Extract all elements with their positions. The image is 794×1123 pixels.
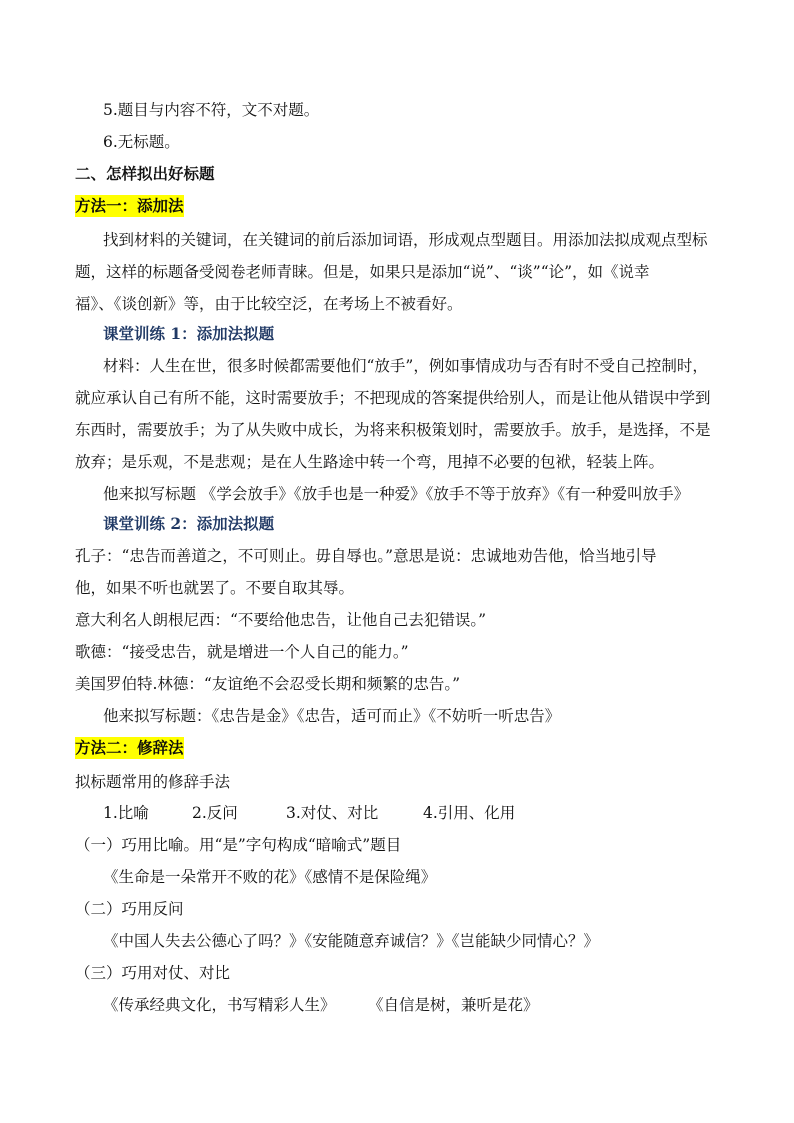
list-item-5: 5.题目与内容不符，文不对题。 [103,101,320,119]
paragraph-line: 题，这样的标题备受阅卷老师青睐。但是，如果只是添加“说”、“谈”“论”，如《说幸 [75,263,650,281]
subsection-heading: （二）巧用反问 [75,900,184,918]
paragraph-line: 放弃；是乐观，不是悲观；是在人生路途中转一个弯，甩掉不必要的包袱，轻装上阵。 [75,453,665,471]
title-examples: 《传承经典文化，书写精彩人生》 [103,996,336,1014]
paragraph-line: 他，如果不听也就罢了。不要自取其辱。 [75,579,355,597]
section-heading: 二、怎样拟出好标题 [75,164,215,183]
title-examples: 《自信是树，兼听是花》 [368,996,539,1014]
rhetoric-item: 3.对仗、对比 [286,804,379,822]
quote-line: 美国罗伯特.林德：“友谊绝不会忍受长期和频繁的忠告。” [75,675,461,693]
paragraph-line: 孔子：“忠告而善道之，不可则止。毋自辱也。”意思是说：忠诚地劝告他，恰当地引导 [75,547,657,565]
subsection-heading: （三）巧用对仗、对比 [75,964,231,982]
method-two-heading: 方法二：修辞法 [75,738,184,757]
exercise-heading-1: 课堂训练 1：添加法拟题 [103,324,275,343]
rhetoric-item: 4.引用、化用 [423,804,516,822]
title-examples: 《中国人失去公德心了吗？》《安能随意弃诚信？》《岂能缺少同情心？》 [103,932,600,950]
title-examples: 《生命是一朵常开不败的花》《感情不是保险绳》 [103,868,437,886]
exercise-heading-2: 课堂训练 2：添加法拟题 [103,514,275,533]
quote-line: 意大利名人朗根尼西：“不要给他忠告，让他自己去犯错误。” [75,611,487,629]
paragraph-line: 找到材料的关键词，在关键词的前后添加词语，形成观点型题目。用添加法拟成观点型标 [103,231,708,249]
method-one-heading: 方法一：添加法 [75,196,184,215]
paragraph-line: 东西时，需要放手；为了从失败中成长，为将来积极策划时，需要放手。放手，是选择，不是 [75,421,711,439]
subsection-heading: （一）巧用比喻。用“是”字句构成“暗喻式”题目 [75,836,402,854]
rhetoric-item: 1.比喻 [103,804,149,822]
paragraph-line: 拟标题常用的修辞手法 [75,773,231,791]
paragraph-line: 福》、《谈创新》等，由于比较空泛，在考场上不被看好。 [75,295,463,313]
quote-line: 歌德：“接受忠告，就是增进一个人自己的能力。” [75,643,409,661]
paragraph-line: 材料：人生在世，很多时候都需要他们“放手”，例如事情成功与否有时不受自己控制时， [103,357,708,375]
rhetoric-item: 2.反问 [192,804,238,822]
title-examples: 他来拟写标题：《忠告是金》《忠告，适可而止》《不妨听一听忠告》 [103,707,561,725]
list-item-6: 6.无标题。 [103,133,180,151]
title-examples: 他来拟写标题 《学会放手》《放手也是一种爱》《放手不等于放弃》《有一种爱叫放手》 [103,485,690,503]
paragraph-line: 就应承认自己有所不能，这时需要放手；不把现成的答案提供给别人，而是让他从错误中学到 [75,389,711,407]
